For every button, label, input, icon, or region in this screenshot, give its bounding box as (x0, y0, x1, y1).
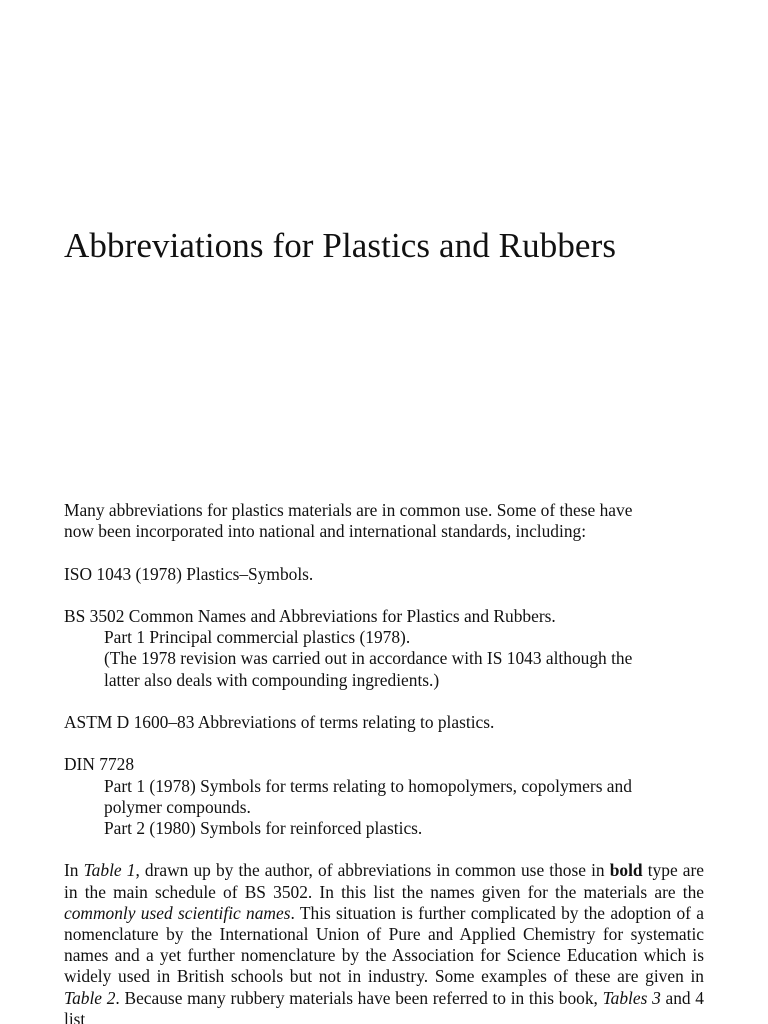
din-part-1-line-2: polymer compounds. (104, 796, 251, 817)
final-text-5: . Because many rubbery materials have been referred to in this book, (115, 987, 603, 1008)
intro-line-1: Many abbreviations for plastics materials are in common use. Some of these have (64, 500, 633, 520)
spacer (64, 585, 704, 606)
final-text-1: In (64, 860, 84, 881)
final-paragraph (64, 860, 704, 1024)
spacer (64, 839, 704, 860)
bs-part-1: Part 1 Principal commercial plastics (1978). (104, 627, 411, 648)
final-text-4: . This situation is further complicated by the adoption of a nomenclature by the International Union of Pure and Applied Chemistry for systematic names and a yet further nomenclature by the Association for Science Education which is widely used in British schools but not in industry. Some examples of these are given in (64, 902, 704, 987)
table-3-reference: Tables 3 (602, 987, 661, 1008)
final-text-3: type are in the main schedule of BS 3502. In this list the names given for the materials are the (64, 860, 704, 902)
body-text (64, 500, 704, 1024)
din-part-1-line-1: Part 1 (1978) Symbols for terms relating to homopolymers, copolymers and (104, 775, 632, 796)
final-text-2: , drawn up by the author, of abbreviations in common use those in (135, 860, 610, 881)
bs-standard-heading: BS 3502 Common Names and Abbreviations for Plastics and Rubbers. (64, 605, 556, 626)
bs-note-line-2: latter also deals with compounding ingredients.) (104, 669, 440, 690)
bold-word: bold (609, 860, 643, 881)
scientific-names-phrase: commonly used scientific names (64, 902, 291, 923)
table-2-reference: Table 2 (64, 987, 116, 1008)
page-title: Abbreviations for Plastics and Rubbers (64, 226, 617, 265)
intro-line-2: now been incorporated into national and international standards, including: (64, 521, 587, 542)
spacer (64, 733, 704, 754)
din-part-2: Part 2 (1980) Symbols for reinforced plastics. (104, 817, 423, 838)
table-1-reference: Table 1 (83, 860, 136, 881)
final-text-6: and 4 list (64, 987, 704, 1024)
bs-note-line-1: (The 1978 revision was carried out in accordance with IS 1043 although the (104, 648, 633, 669)
spacer (64, 691, 704, 712)
din-standard-heading: DIN 7728 (64, 754, 135, 775)
astm-standard: ASTM D 1600–83 Abbreviations of terms relating to plastics. (64, 711, 495, 732)
spacer (64, 542, 704, 563)
iso-standard: ISO 1043 (1978) Plastics–Symbols. (64, 563, 314, 584)
